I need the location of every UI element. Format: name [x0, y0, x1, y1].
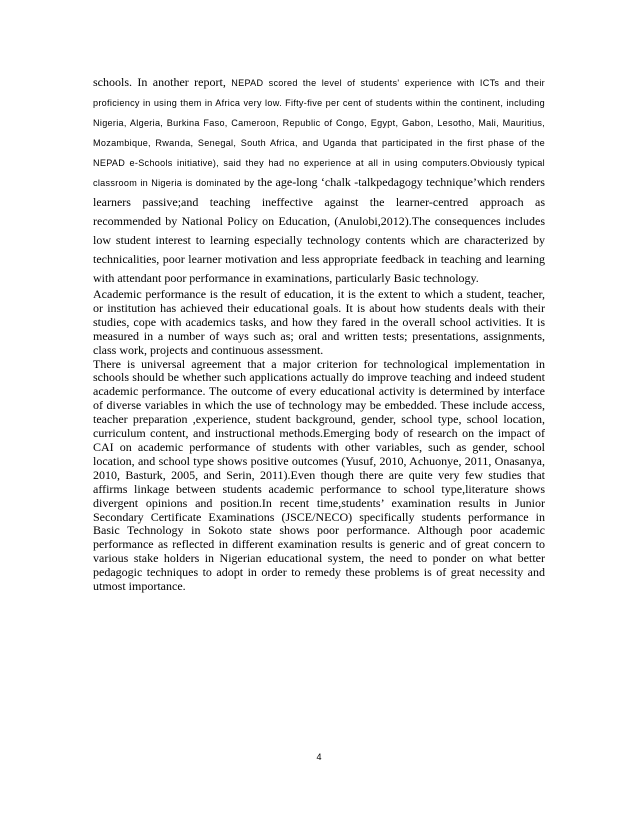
body-text: [93, 73, 545, 594]
paragraph-1-serif-lead: schools. In another report,: [93, 75, 232, 89]
paragraph-3: There is universal agreement that a major criterion for technological implementation in schools should be whether such applications actually do improve teaching and indeed student academic performance. The outcome of every educational activity is determined by interface of diverse variables in which the use of technology may be embedded. These include access, teacher preparation ,experience, student background, gender, school type, school location, curriculum content, and instructional methods.Emerging body of research on the impact of CAI on academic performance of students with other variables, such as gender, school location, and school type shows positive outcomes (Yusuf, 2010, Achuonye, 2011, Onasanya, 2010, Basturk, 2005, and Serin, 2011).Even though there are quite very few studies that affirms linkage between students academic performance to school type,literature shows divergent opinions and position.In recent time,students’ examination results in Junior Secondary Certificate Examinations (JSCE/NECO) specifically students performance in Basic Technology in Sokoto state shows poor performance. Although poor academic performance as reflected in different examination results is generic and of great concern to various stake holders in Nigerian educational system, the need to ponder on what better pedagogic techniques to adopt in order to remedy these problems is of great necessity and utmost importance.: [93, 356, 545, 594]
paragraph-1: [93, 73, 545, 288]
paragraph-2: Academic performance is the result of education, it is the extent to which a student, teacher, or institution has achieved their educational goals. It is about how students deals with their studies, cope with academics tasks, and how they fared in the overall school activities. It is measured in a number of ways such as; oral and written tests; presentations, assignments, class work, projects and continuous assessment.: [93, 287, 545, 357]
paragraph-1-serif-tail: the age-long ‘chalk -talkpedagogy technique’which renders learners passive;and teaching ineffective against the learner-centred approach as recommended by National Policy on Education, (Anulobi,2012).The consequences includes low student interest to learning especially technology contents which are characterized by technicalities, poor learner motivation and less appropriate feedback in teaching and learning with attendant poor performance in examinations, particularly Basic technology.: [93, 175, 545, 285]
page-number: 4: [316, 752, 322, 762]
paragraph-1-sans-part: NEPAD scored the level of students' experience with ICTs and their proficiency in using them in Africa very low. Fifty-five per cent of students within the continent, including Nigeria, Algeria, Burkina Faso, Cameroon, Republic of Congo, Egypt, Gabon, Lesotho, Mali, Mauritius, Mozambique, Rwanda, Senegal, South Africa, and Uganda that participated in the first phase of the NEPAD e-Schools initiative), said they had no experience at all in using computers.Obviously typical classroom in Nigeria is dominated by: [93, 78, 545, 188]
